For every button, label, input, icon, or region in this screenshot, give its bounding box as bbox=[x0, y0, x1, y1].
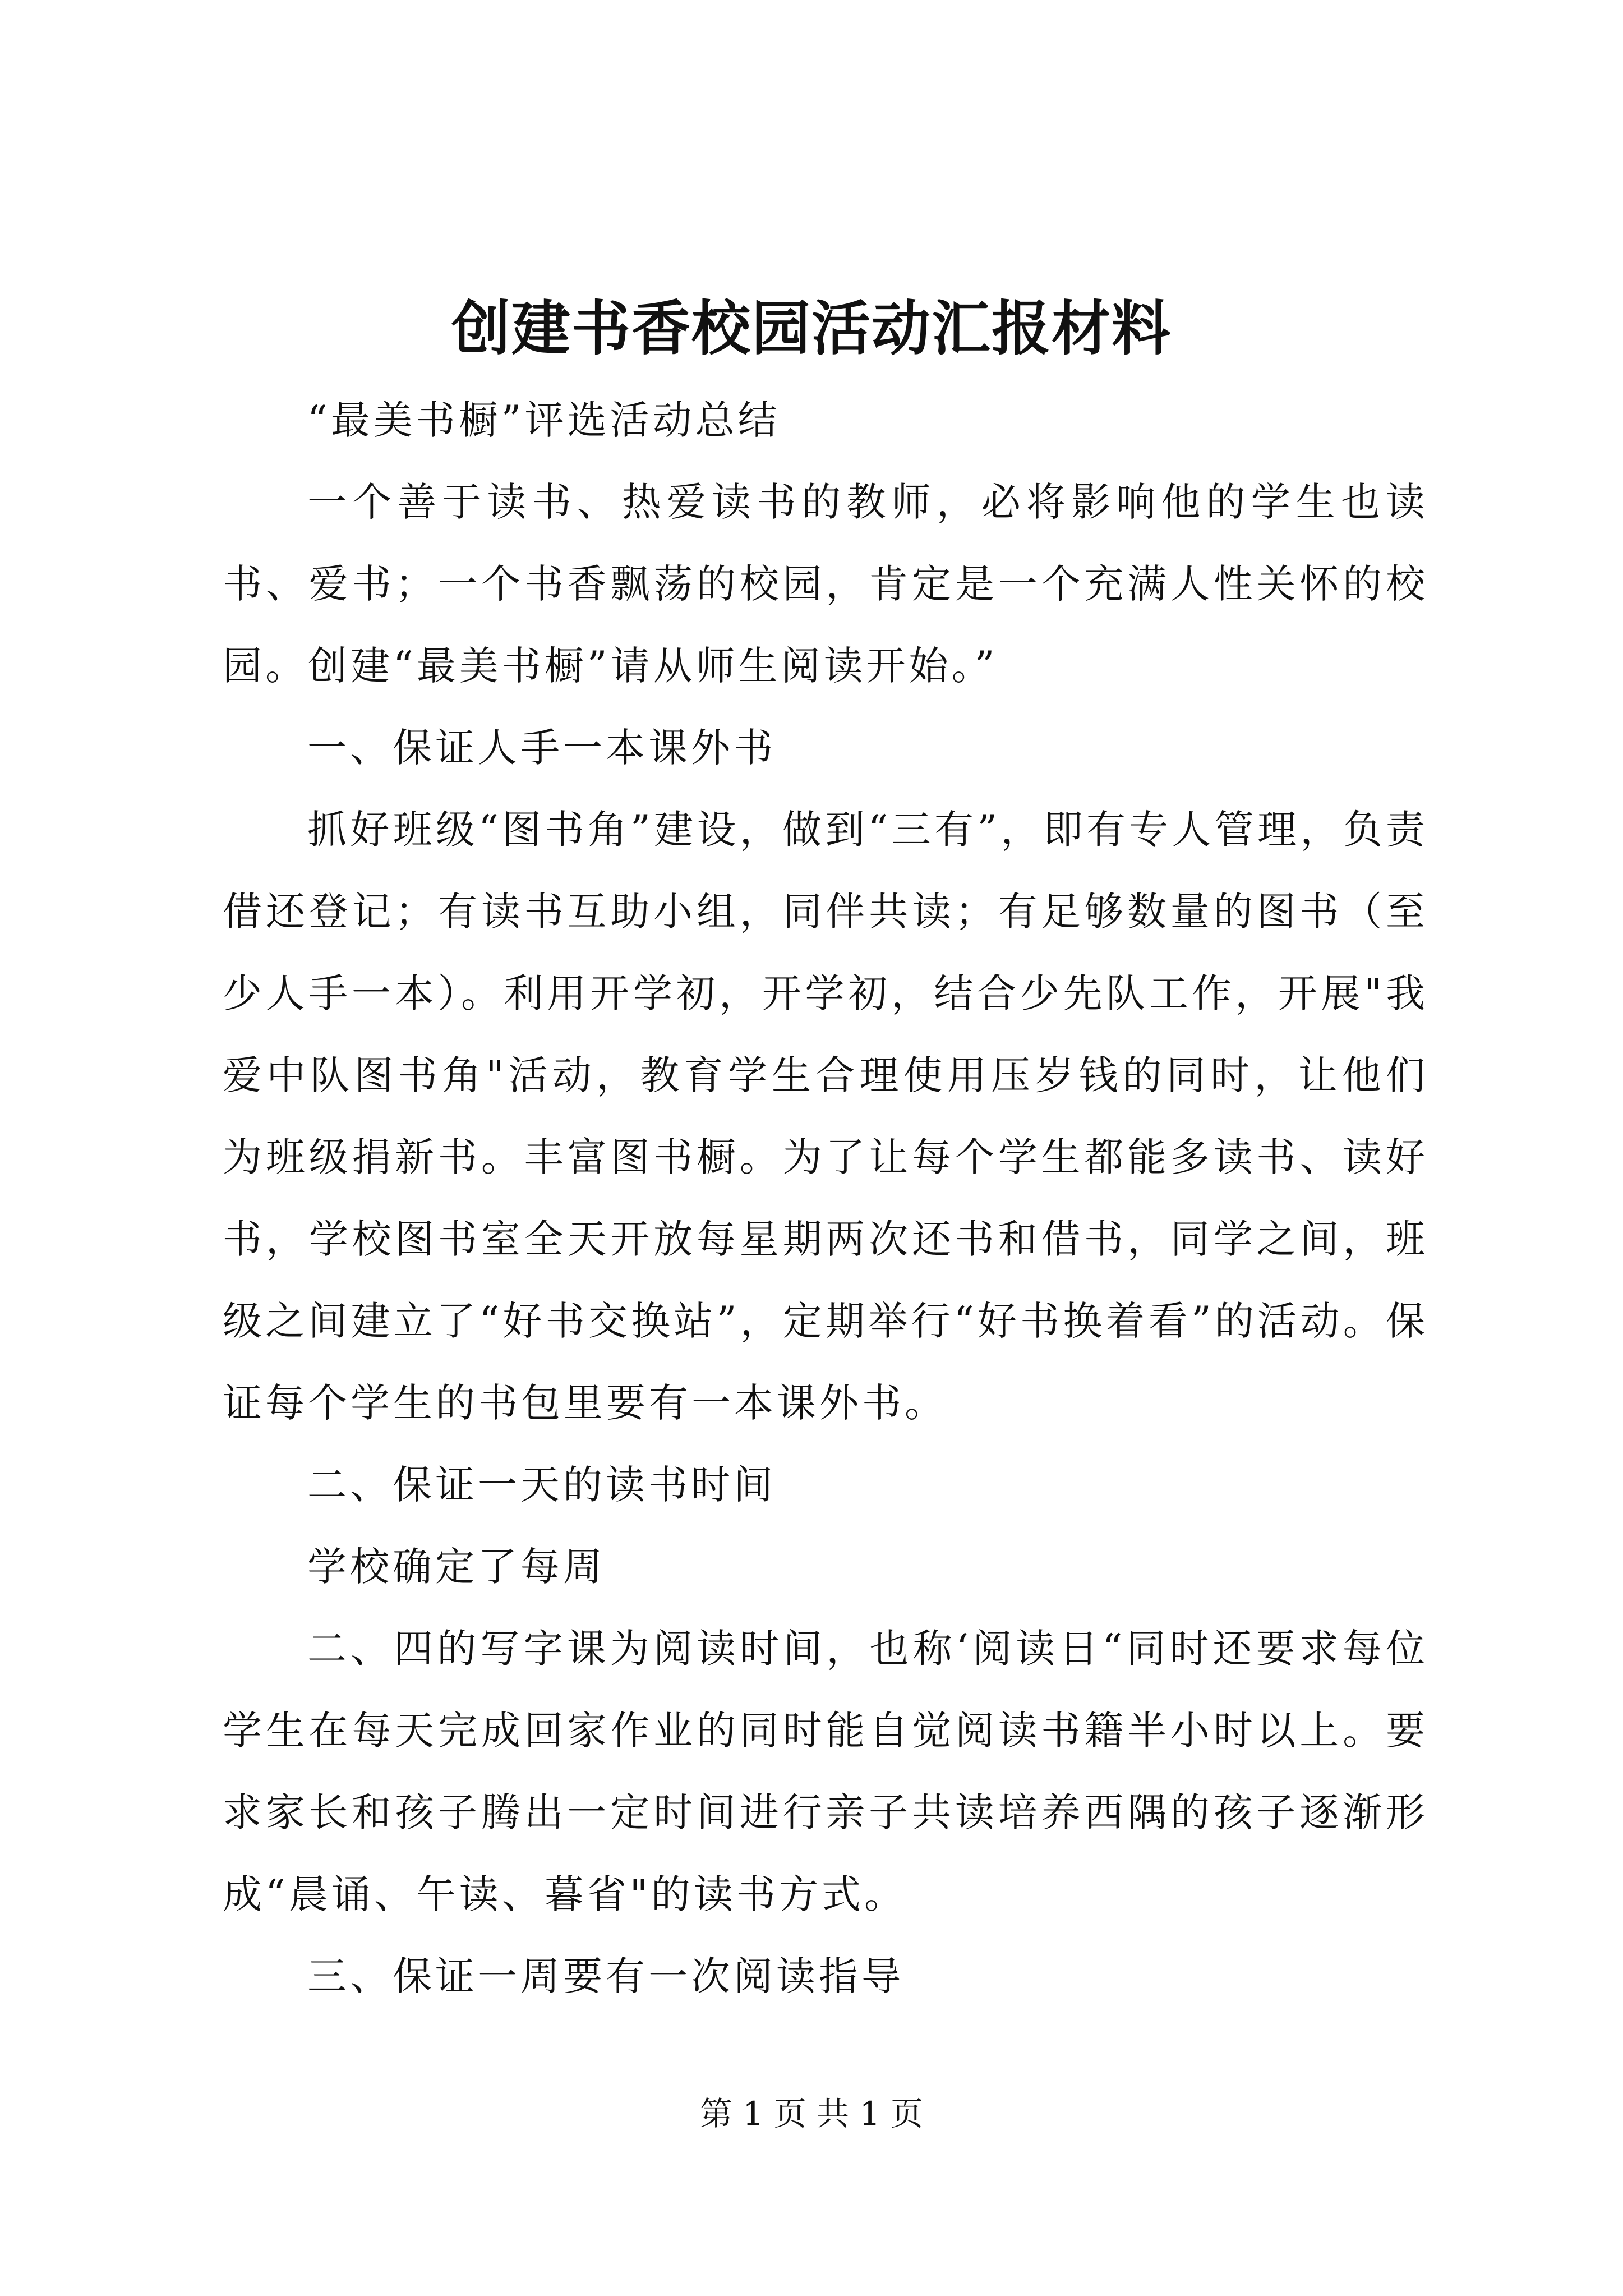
section-heading-2: 二、保证一天的读书时间 bbox=[307, 1462, 776, 1508]
document-body bbox=[223, 379, 1428, 2017]
page-footer: 第 1 页 共 1 页 bbox=[700, 2095, 923, 2133]
paragraph-subtitle: “最美书橱”评选活动总结 bbox=[307, 397, 781, 443]
paragraph-intro: 一个善于读书、热爱读书的教师，必将影响他的学生也读书、爱书；一个书香飘荡的校园，肯定是一个充满人性关怀的校园。创建“最美书橱”请从师生阅读开始。” bbox=[223, 479, 1428, 689]
paragraph-section-2b: 二、四的写字课为阅读时间，也称‘阅读日“同时还要求每位学生在每天完成回家作业的同时能自觉阅读书籍半小时以上。要求家长和孩子腾出一定时间进行亲子共读培养西隅的孩子逐渐形成“晨诵、午读、暮省"的读书方式。 bbox=[223, 1626, 1428, 1917]
paragraph-section-2a: 学校确定了每周 bbox=[307, 1544, 606, 1590]
document-title: 创建书香校园活动汇报材料 bbox=[451, 293, 1172, 363]
section-heading-1: 一、保证人手一本课外书 bbox=[307, 725, 776, 771]
section-heading-3: 三、保证一周要有一次阅读指导 bbox=[307, 1953, 904, 1999]
paragraph-section-1: 抓好班级“图书角”建设，做到“三有”，即有专人管理，负责借还登记；有读书互助小组，同伴共读；有足够数量的图书（至少人手一本）。利用开学初，开学初，结合少先队工作，开展"我爱中队图书角"活动，教育学生合理使用压岁钱的同时，让他们为班级捐新书。丰富图书橱。为了让每个学生都能多读书、读好书，学校图书室全天开放每星期两次还书和借书，同学之间，班级之间建立了“好书交换站”，定期举行“好书换着看”的活动。保证每个学生的书包里要有一本课外书。 bbox=[223, 807, 1428, 1426]
